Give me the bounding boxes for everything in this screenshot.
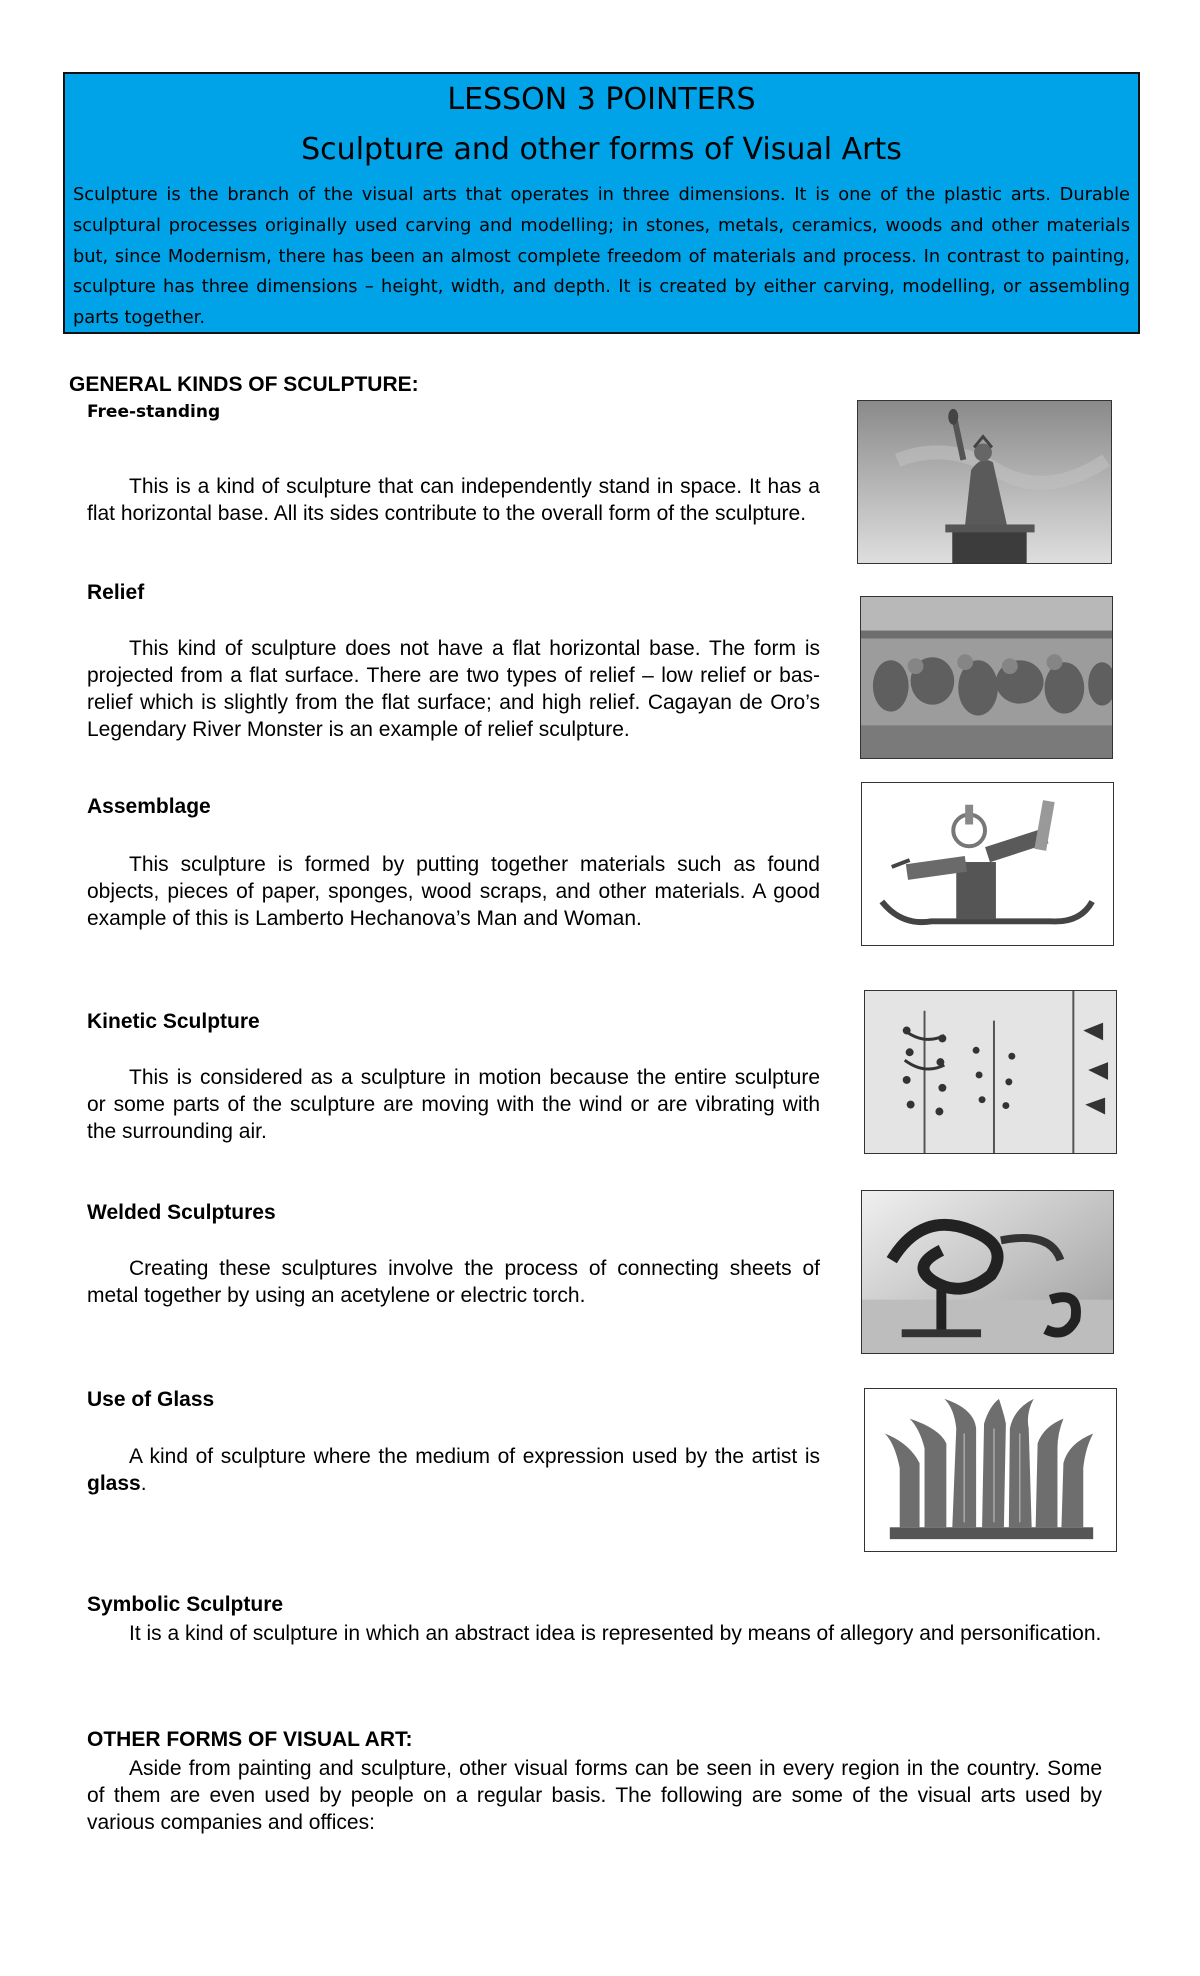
other-forms-text: Aside from painting and sculpture, other visual forms can be seen in every region in the country. Some of them are even used by people on a regular basis. The following are some of the visual arts used by various companies and offices: — [87, 1757, 1102, 1834]
kind-title-symbolic: Symbolic Sculpture — [87, 1593, 284, 1616]
kinds-heading: GENERAL KINDS OF SCULPTURE: — [69, 373, 419, 396]
kind-text-kinetic: This is considered as a sculpture in motion because the entire sculpture or some parts of the sculpture are moving with the wind or are vibrating with the surrounding air. — [87, 1066, 820, 1143]
other-forms-heading: OTHER FORMS OF VISUAL ART: — [87, 1728, 413, 1751]
glass-sculpture-image — [864, 1388, 1117, 1552]
kind-title-assemblage: Assemblage — [87, 795, 211, 818]
kind-text-glass — [87, 1443, 820, 1497]
lesson-intro: Sculpture is the branch of the visual arts that operates in three dimensions. It is one of the plastic arts. Durable sculptural processes originally used carving and modelling; in stones, metals, ceramics, woods and other materials but, since Modernism, there has been an almost complete freedom of materials and process. In contrast to painting, sculpture has three dimensions – height, width, and depth. It is created by either carving, modelling, or assembling parts together. — [73, 184, 1130, 329]
lesson-title: LESSON 3 POINTERS — [447, 82, 756, 117]
glass-text-before: A kind of sculpture where the medium of expression used by the artist is — [129, 1445, 820, 1468]
lesson-header-box — [63, 72, 1140, 334]
kind-text-assemblage: This sculpture is formed by putting together materials such as found objects, pieces of paper, sponges, wood scraps, and other materials. A good example of this is Lamberto Hechanova’s Man and Woman. — [87, 853, 820, 930]
kind-text-free-standing: This is a kind of sculpture that can independently stand in space. It has a flat horizontal base. All its sides contribute to the overall form of the sculpture. — [87, 475, 820, 525]
kind-text-symbolic: It is a kind of sculpture in which an abstract idea is represented by means of allegory and personification. — [129, 1622, 1102, 1645]
kind-title-kinetic: Kinetic Sculpture — [87, 1010, 260, 1033]
kind-title-relief: Relief — [87, 581, 145, 604]
welded-sculpture-image — [861, 1190, 1114, 1354]
kind-title-welded: Welded Sculptures — [87, 1201, 276, 1224]
statue-of-liberty-image — [857, 400, 1112, 564]
glass-text-after: . — [140, 1472, 147, 1495]
kind-text-welded: Creating these sculptures involve the process of connecting sheets of metal together by using an acetylene or electric torch. — [87, 1257, 820, 1307]
assemblage-image — [861, 782, 1114, 946]
kind-title-glass: Use of Glass — [87, 1388, 215, 1411]
lesson-subtitle: Sculpture and other forms of Visual Arts — [301, 132, 902, 167]
kinetic-sculpture-image — [864, 990, 1117, 1154]
kind-text-relief: This kind of sculpture does not have a flat horizontal base. The form is projected from a flat surface. There are two types of relief – low relief or bas-relief which is slightly from the flat surface; and high relief. Cagayan de Oro’s Legendary River Monster is an example of relief sculpture. — [87, 637, 820, 741]
kind-title-free-standing: Free-standing — [87, 402, 221, 422]
glass-text-bold: glass — [87, 1472, 141, 1495]
relief-sculpture-image — [860, 596, 1113, 759]
